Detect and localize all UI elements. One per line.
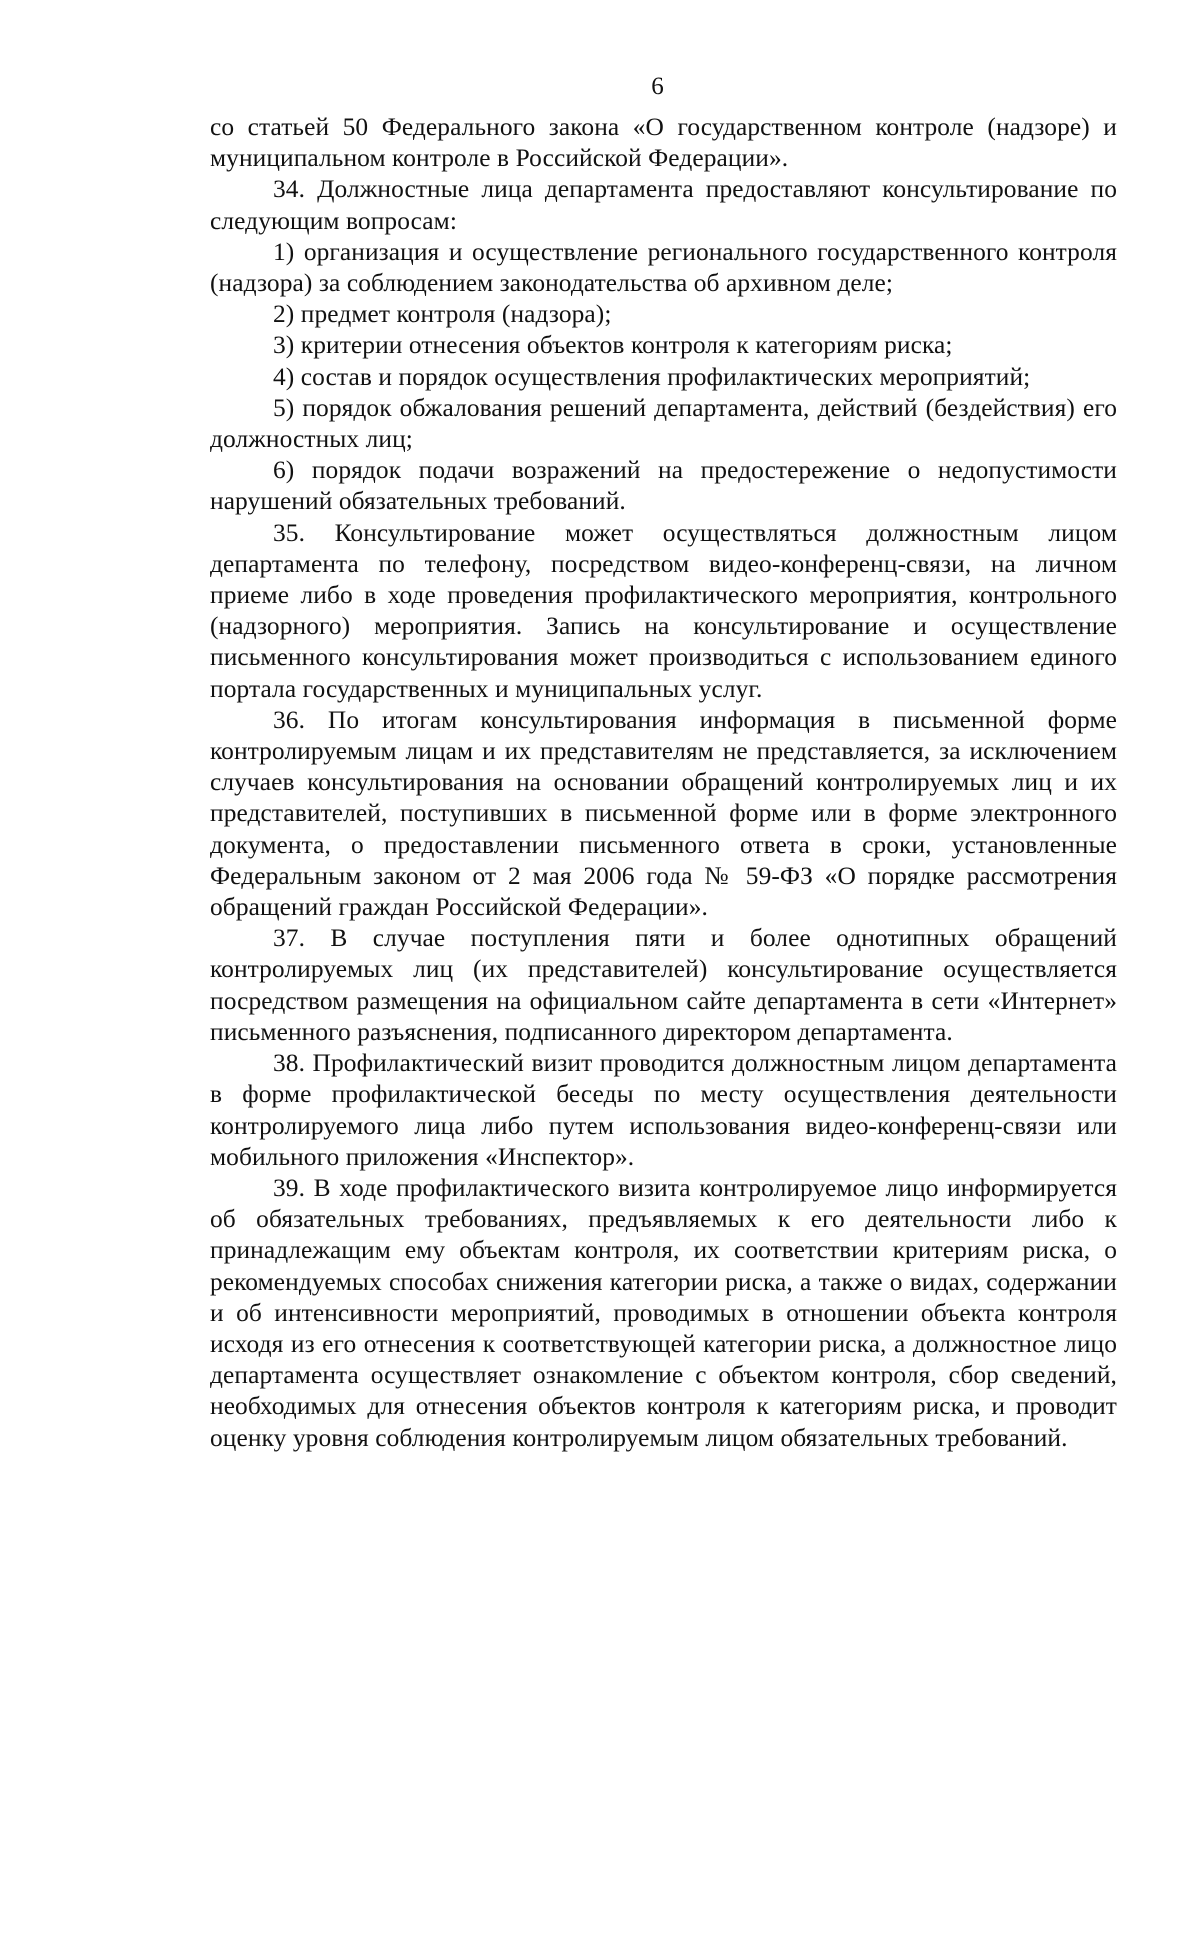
paragraph: 35. Консультирование может осуществляться должностным лицом департамента по телефону, посредством видео-конференц-связи, на личном приеме либо в ходе проведения профилактического мероприятия, контрольного (надзорного) мероприятия. Запись на консультирование и осуществление письменного консультирования может производиться с использованием единого портала государственных и муниципальных услуг. (210, 518, 1117, 703)
paragraph: 38. Профилактический визит проводится должностным лицом департамента в форме профилактической беседы по месту осуществления деятельности контролируемого лица либо путем использования видео-конференц-связи или мобильного приложения «Инспектор». (210, 1049, 1117, 1171)
paragraph: 2) предмет контроля (надзора); (273, 300, 612, 329)
document-body (210, 112, 1117, 1454)
paragraph: 39. В ходе профилактического визита контролируемое лицо информируется об обязательных требованиях, предъявляемых к его деятельности либо к принадлежащим ему объектам контроля, их соответствии критериям риска, о рекомендуемых способах снижения категории риска, а также о видах, содержании и об интенсивности мероприятий, проводимых в отношении объекта контроля исходя из его отнесения к соответствующей категории риска, а должностное лицо департамента осуществляет ознакомление с объектом контроля, сбор сведений, необходимых для отнесения объектов контроля к категориям риска, и проводит оценку уровня соблюдения контролируемым лицом обязательных требований. (210, 1173, 1117, 1452)
paragraph: 37. В случае поступления пяти и более однотипных обращений контролируемых лиц (их представителей) консультирование осуществляется посредством размещения на официальном сайте департамента в сети «Интернет» письменного разъяснения, подписанного директором департамента. (210, 924, 1117, 1046)
page-number: 6 (651, 73, 664, 100)
paragraph: 34. Должностные лица департамента предоставляют консультирование по следующим вопросам: (210, 175, 1117, 235)
paragraph: 1) организация и осуществление регионального государственного контроля (надзора) за соблюдением законодательства об архивном деле; (210, 237, 1117, 298)
paragraph: 4) состав и порядок осуществления профилактических мероприятий; (273, 362, 1031, 391)
paragraph: со статьей 50 Федерального закона «О государственном контроле (надзоре) и муниципальном контроле в Российской Федерации». (210, 113, 1117, 173)
paragraph: 3) критерии отнесения объектов контроля к категориям риска; (273, 331, 953, 360)
paragraph: 5) порядок обжалования решений департамента, действий (бездействия) его должностных лиц; (210, 393, 1117, 454)
paragraph: 36. По итогам консультирования информация в письменной форме контролируемым лицам и их представителям не представляется, за исключением случаев консультирования на основании обращений контролируемых лиц и их представителей, поступивших в письменной форме или в форме электронного документа, о предоставлении письменного ответа в сроки, установленные Федеральным законом от 2 мая 2006 года № 59-ФЗ «О порядке рассмотрения обращений граждан Российской Федерации». (210, 705, 1117, 922)
paragraph: 6) порядок подачи возражений на предостережение о недопустимости нарушений обязательных требований. (210, 456, 1117, 516)
